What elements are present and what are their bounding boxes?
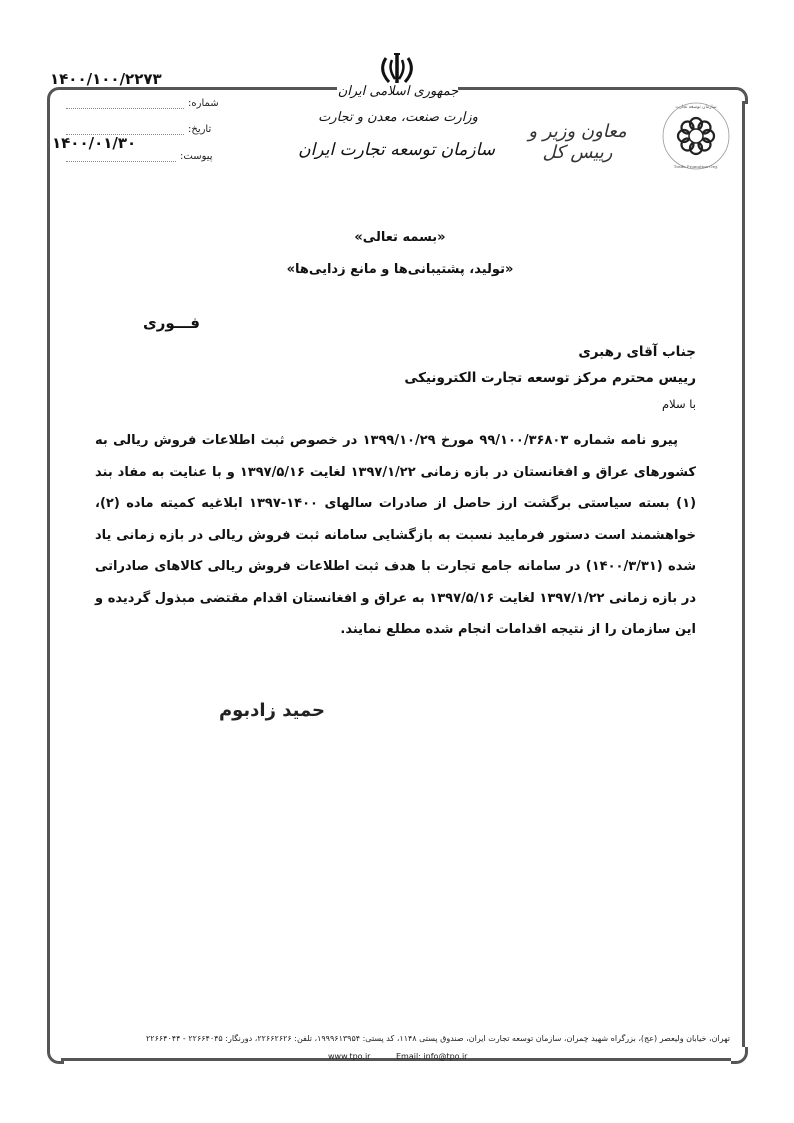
svg-text:سازمان توسعه تجارت: سازمان توسعه تجارت xyxy=(675,105,717,110)
footer-email[interactable]: Email: info@tpo.ir xyxy=(396,1052,468,1061)
greeting: با سلام xyxy=(662,397,696,411)
slogan: «تولید، پشتیبانی‌ها و مانع زدایی‌ها» xyxy=(286,262,514,277)
invocation: «بسمه تعالی» xyxy=(354,230,446,245)
ministry-name: وزارت صنعت، معدن و تجارت xyxy=(318,110,478,125)
recipient-title: رییس محترم مرکز توسعه تجارت الکترونیکی xyxy=(404,370,696,386)
recipient-name: جناب آقای رهبری xyxy=(578,344,696,360)
body-paragraph: پیرو نامه شماره ۹۹/۱۰۰/۳۶۸۰۳ مورخ ۱۳۹۹/۱۰/۲۹ در خصوص ثبت اطلاعات فروش ریالی به کشورهای عراق و افغانستان در بازه زمانی ۱۳۹۷/۱/۲۲ لغایت ۱۳۹۷/۵/۱۶ و با عنایت به مفاد بند (۱) بسته سیاستی برگشت ارز حاصل از صادرات سالهای ۱۴۰۰-۱۳۹۷ ابلاغیه کمیته ماده (۲)، خواهشمند است دستور فرمایید نسبت به بازگشایی سامانه ثبت فروش ریالی در بازه زمانی یاد شده (۱۴۰۰/۳/۳۱) در سامانه جامع تجارت با هدف ثبت اطلاعات فروش ریالی کالاهای صادراتی در بازه زمانی ۱۳۹۷/۱/۲۲ لغایت ۱۳۹۷/۵/۱۶ به عراق و افغانستان اقدام مقتضی مبذول گردیده و این سازمان را از نتیجه اقدامات انجام شده مطلع نمایند. xyxy=(95,433,697,637)
frame-right xyxy=(742,101,745,1047)
iran-emblem-icon xyxy=(375,52,419,86)
frame-top-right xyxy=(458,87,731,90)
organization-name: سازمان توسعه تجارت ایران xyxy=(298,140,495,160)
frame-left xyxy=(47,101,50,1047)
issuer-title: معاون وزیر و رییس کل xyxy=(528,121,627,163)
country-name: جمهوری اسلامی ایران xyxy=(337,84,459,99)
footer-website[interactable]: www.tpo.ir xyxy=(328,1052,371,1061)
number-field-line xyxy=(66,108,184,109)
attachment-label: پیوست: xyxy=(180,151,213,162)
frame-corner xyxy=(731,1047,748,1064)
frame-corner xyxy=(47,1047,64,1064)
letter-body xyxy=(95,425,696,646)
letter-number-stamp: ۱۴۰۰/۱۰۰/۲۲۷۳ xyxy=(50,70,162,88)
frame-corner xyxy=(731,87,748,104)
date-stamp: ۱۴۰۰/۰۱/۳۰ xyxy=(52,134,137,152)
urgency-label: فـــوری xyxy=(143,314,200,332)
date-label: تاریخ: xyxy=(188,124,212,135)
tpo-logo-icon xyxy=(660,100,732,172)
footer-address: تهران، خیابان ولیعصر (عج)، بزرگراه شهید چمران، سازمان توسعه تجارت ایران، صندوق پستی ۱۱۴۸، کد پستی: ۱۹۹۹۶۱۳۹۵۴، تلفن: ۲۲۶۶۲۶۲۶، دورنگار: ۲۲۶۶۴۰۴۵ - ۲۲۶۶۴۰۴۴ xyxy=(145,1034,730,1043)
svg-text:Trade Promotion Org.: Trade Promotion Org. xyxy=(673,164,719,169)
attachment-field-line xyxy=(66,161,176,162)
signatory-name: حمید زادبوم xyxy=(218,700,325,721)
number-label: شماره: xyxy=(188,98,219,109)
